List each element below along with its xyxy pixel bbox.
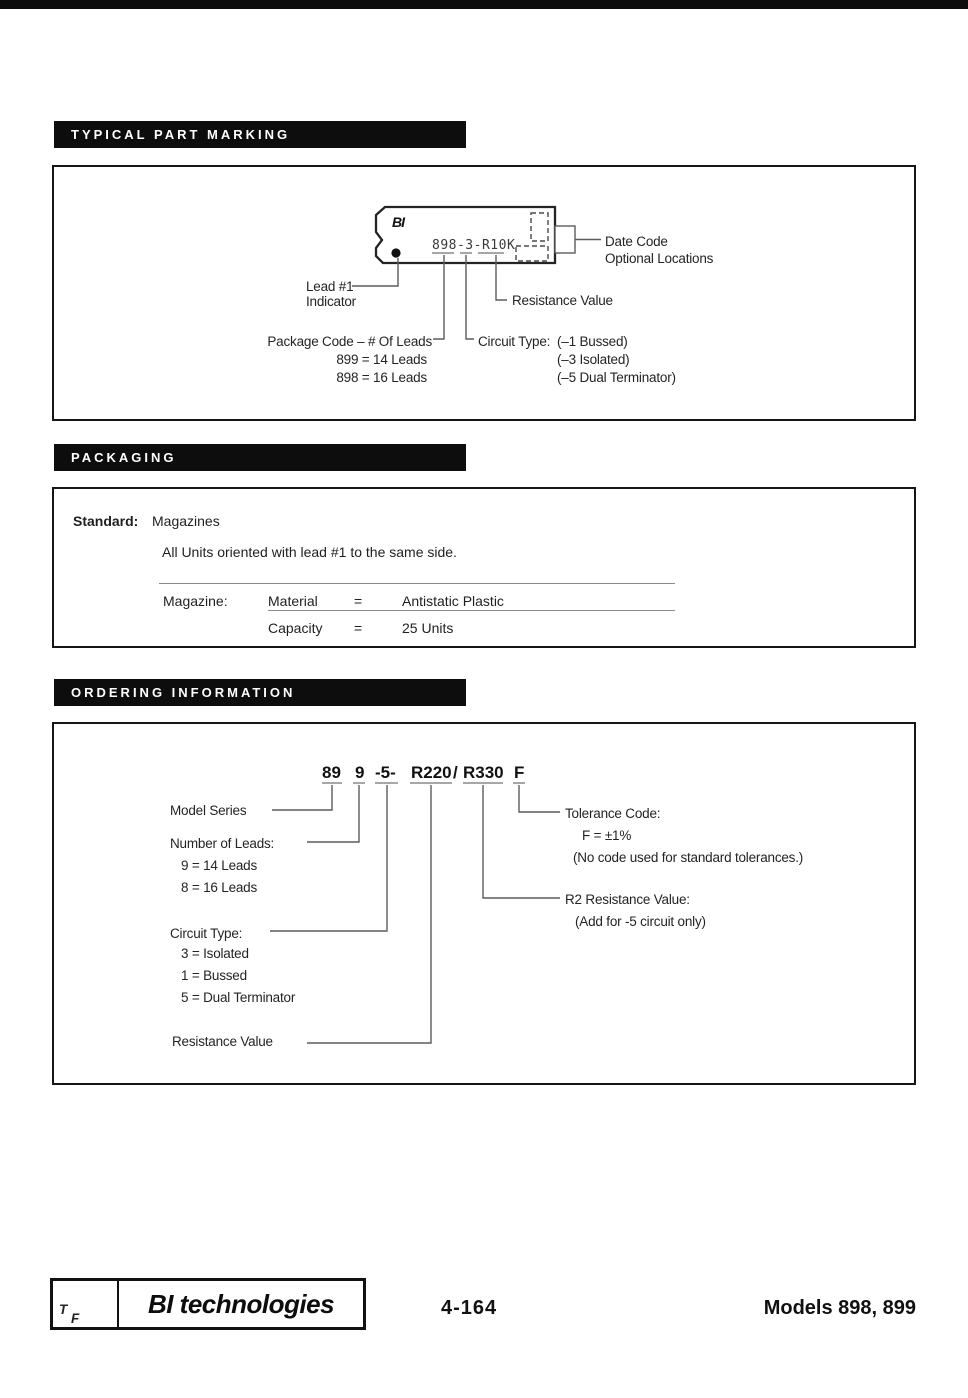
page-number: 4-164 xyxy=(441,1297,498,1319)
r2-value-leader xyxy=(483,785,560,898)
number-of-leads-leader xyxy=(307,785,359,842)
package-898-label: 898 = 16 Leads xyxy=(336,370,427,385)
part-number-circuit: -5- xyxy=(375,763,396,782)
part-marking-box xyxy=(52,165,916,421)
ordering-information-box xyxy=(52,722,916,1085)
magazine-label: Magazine: xyxy=(163,593,228,609)
date-code-label-line1: Date Code xyxy=(605,234,668,249)
magazine-row-equals: = xyxy=(354,620,363,636)
tolerance-code-label: Tolerance Code: xyxy=(565,806,661,821)
part-number-leads: 9 xyxy=(355,763,365,782)
lead1-label-line2: Indicator xyxy=(306,294,356,309)
tolerance-f-label: F = ±1% xyxy=(582,828,632,843)
resistance-value-label: Resistance Value xyxy=(512,293,613,308)
magazine-row-value: 25 Units xyxy=(402,620,454,636)
chip-logo: BI xyxy=(392,214,404,230)
leads-8-label: 8 = 16 Leads xyxy=(181,880,258,895)
section-title-packaging: PACKAGING xyxy=(71,450,177,465)
part-number-separator: / xyxy=(453,763,458,782)
circuit-type-label: Circuit Type: xyxy=(170,926,243,941)
model-series-leader xyxy=(272,785,332,810)
resistance-value-leader xyxy=(307,785,431,1043)
circuit-1-label: (–1 Bussed) xyxy=(557,334,628,349)
part-number-tolerance: F xyxy=(514,763,525,782)
lead1-indicator-dot xyxy=(391,248,400,257)
bi-technologies-logotype: BI technologies xyxy=(147,1288,335,1319)
resistance-value-label: Resistance Value xyxy=(172,1034,273,1049)
number-of-leads-label: Number of Leads: xyxy=(170,836,275,851)
part-number-r1: R220 xyxy=(411,763,452,782)
package-code-leader-line xyxy=(433,255,444,339)
circuit-type-leader xyxy=(270,785,387,931)
circuit-type-label: Circuit Type: xyxy=(478,334,551,349)
magazine-row-value: Antistatic Plastic xyxy=(402,593,504,609)
standard-value: Magazines xyxy=(152,513,220,529)
package-899-label: 899 = 14 Leads xyxy=(336,352,427,367)
package-code-label: Package Code – # Of Leads xyxy=(267,334,432,349)
circuit-5-label: 5 = Dual Terminator xyxy=(181,990,296,1005)
lead1-label-line1: Lead #1 xyxy=(306,279,354,294)
magazine-row-property: Material xyxy=(268,593,318,609)
magazine-row-property: Capacity xyxy=(268,620,323,636)
ordering-diagram xyxy=(54,724,914,1083)
section-header-typical-part-marking xyxy=(54,121,466,148)
magazine-table-rule-top xyxy=(159,583,675,584)
footer-logo-box xyxy=(50,1278,366,1330)
orientation-note: All Units oriented with lead #1 to the same side. xyxy=(162,544,457,560)
date-code-tab xyxy=(555,226,575,253)
date-code-label-line2: Optional Locations xyxy=(605,251,714,266)
circuit-3-label: 3 = Isolated xyxy=(181,946,249,961)
page-top-band xyxy=(0,0,968,9)
section-header-ordering-information xyxy=(54,679,466,706)
magazine-table-rule-mid xyxy=(268,610,675,611)
tf-monogram-icon xyxy=(53,1281,115,1327)
tolerance-code-leader xyxy=(519,785,560,812)
circuit-type-leader-line xyxy=(466,255,474,339)
section-title-part-marking: TYPICAL PART MARKING xyxy=(71,127,291,142)
section-title-ordering: ORDERING INFORMATION xyxy=(71,685,296,700)
model-series-label: Model Series xyxy=(170,803,247,818)
r2-note-label: (Add for -5 circuit only) xyxy=(575,914,706,929)
packaging-box xyxy=(52,487,916,648)
magazine-row-equals: = xyxy=(354,593,363,609)
footer-models-label: Models 898, 899 xyxy=(763,1297,916,1319)
chip-marking-text: 898-3-R10K xyxy=(432,238,516,253)
leads-9-label: 9 = 14 Leads xyxy=(181,858,258,873)
circuit-1-label: 1 = Bussed xyxy=(181,968,247,983)
part-number-model: 89 xyxy=(322,763,341,782)
section-header-packaging xyxy=(54,444,466,471)
bi-logo-emblem xyxy=(53,1281,119,1327)
emblem-black-letter: T xyxy=(59,1302,68,1317)
emblem-gray-letter: F xyxy=(71,1311,80,1326)
standard-label: Standard: xyxy=(73,513,139,529)
circuit-3-label: (–3 Isolated) xyxy=(557,352,630,367)
r2-resistance-label: R2 Resistance Value: xyxy=(565,892,690,907)
part-marking-diagram xyxy=(54,167,914,419)
tolerance-note-label: (No code used for standard tolerances.) xyxy=(573,850,804,865)
circuit-5-label: (–5 Dual Terminator) xyxy=(557,370,676,385)
part-number-r2: R330 xyxy=(463,763,504,782)
